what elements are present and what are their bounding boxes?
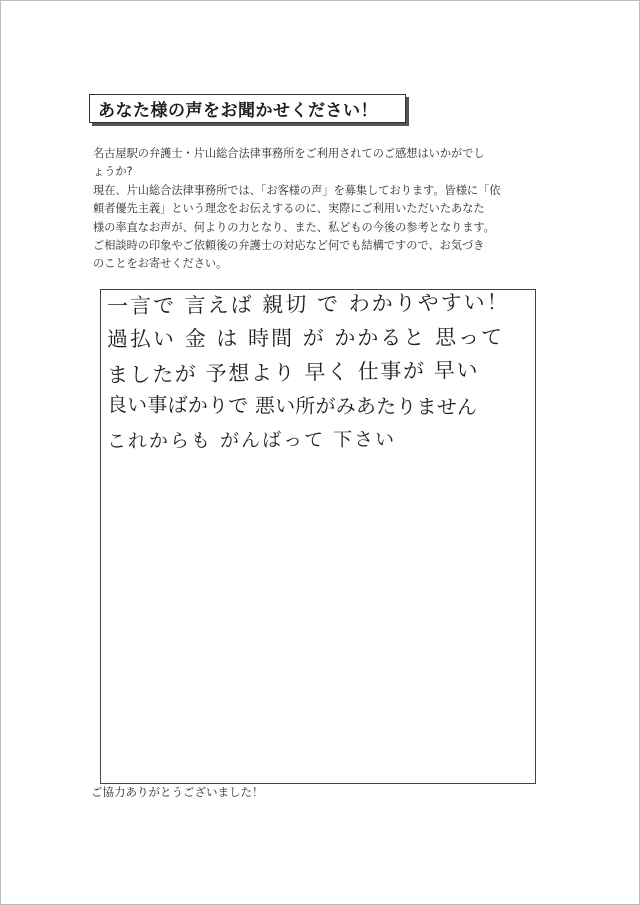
handwritten-line: 過払い 金 は 時間 が かかると 思って bbox=[106, 325, 505, 352]
intro-line: 名古屋駅の弁護士・片山総合法律事務所をご利用されてのご感想はいかがでし bbox=[93, 147, 485, 160]
intro-line: 様の率直なお声が、何よりの力となり、また、私どもの今後の参考となります。 bbox=[93, 220, 495, 234]
intro-line: ょうか? bbox=[93, 165, 133, 179]
handwritten-line: 一言で 言えば 親切 で わかりやすい！ bbox=[106, 290, 510, 319]
title-box bbox=[89, 94, 406, 123]
thanks-note: ご協力ありがとうございました！ bbox=[91, 785, 264, 799]
intro-line: のことをお寄せください。 bbox=[93, 257, 228, 271]
handwritten-line: ましたが 予想より 早く 仕事が 早い bbox=[106, 358, 480, 388]
handwritten-comment bbox=[107, 287, 567, 457]
handwritten-line: 良い事ばかりで 悪い所がみあたりません bbox=[106, 392, 478, 419]
intro-line: 頼者優先主義」という理念をお伝えするのに、実際にご利用いただいたあなた bbox=[93, 202, 485, 216]
form-title: あなた様の声をお聞かせください！ bbox=[98, 101, 378, 121]
intro-line: 現在、片山総合法律事務所では、「お客様の声」を募集しております。皆様に「依 bbox=[93, 183, 501, 197]
intro-text bbox=[93, 145, 563, 274]
intro-line: ご相談時の印象やご依頼後の弁護士の対応など何でも結構ですので、お気づき bbox=[93, 239, 485, 253]
handwritten-line: これからも がんばって 下さい bbox=[106, 428, 397, 453]
